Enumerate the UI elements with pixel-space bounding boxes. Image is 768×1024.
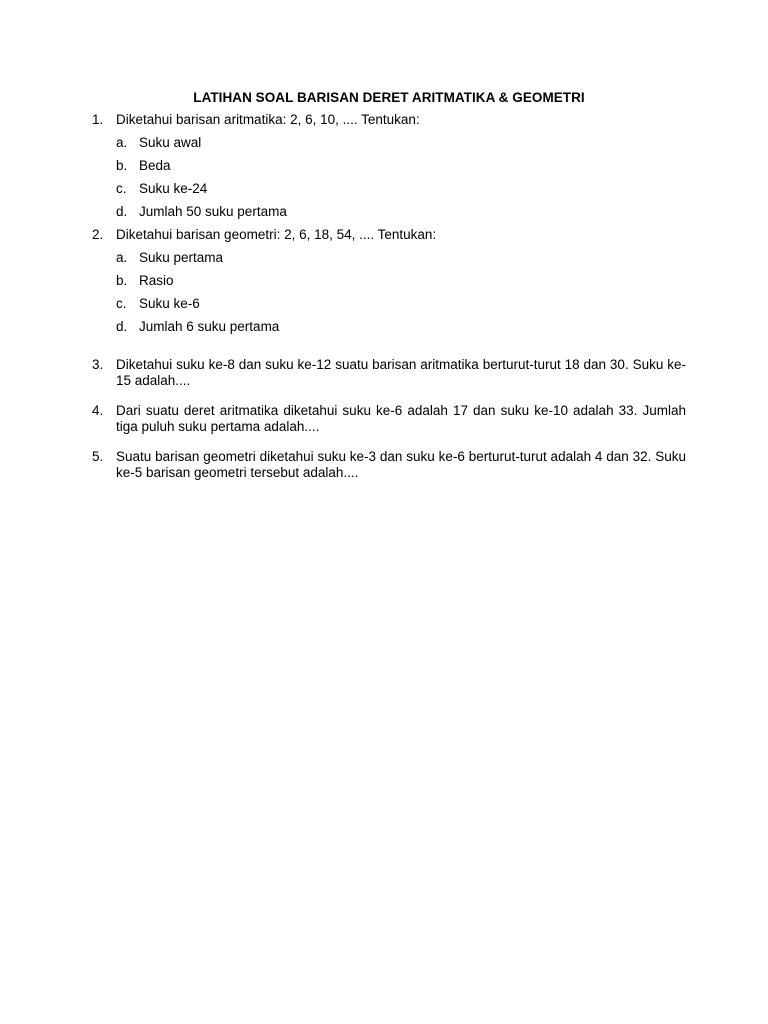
question-2-item-c bbox=[116, 296, 200, 312]
question-4 bbox=[92, 403, 686, 435]
question-text: Diketahui barisan aritmatika: 2, 6, 10, .... Tentukan: bbox=[116, 112, 420, 127]
question-number: 4. bbox=[92, 403, 104, 418]
item-letter: b. bbox=[116, 158, 128, 173]
question-text: Suatu barisan geometri diketahui suku ke-3 dan suku ke-6 berturut-turut adalah 4 dan 32. Suku ke-5 barisan geometri tersebut adalah.... bbox=[116, 449, 686, 480]
question-1-item-d bbox=[116, 204, 287, 220]
item-text: Suku ke-6 bbox=[139, 296, 200, 311]
item-letter: c. bbox=[116, 296, 127, 311]
item-letter: c. bbox=[116, 181, 127, 196]
question-2 bbox=[92, 227, 686, 243]
item-text: Beda bbox=[139, 158, 171, 173]
question-5 bbox=[92, 449, 686, 481]
question-text: Diketahui suku ke-8 dan suku ke-12 suatu barisan aritmatika berturut-turut 18 dan 30. Suku ke-15 adalah.... bbox=[116, 357, 686, 388]
item-letter: d. bbox=[116, 204, 128, 219]
item-letter: a. bbox=[116, 135, 128, 150]
question-1-item-c bbox=[116, 181, 207, 197]
question-number: 1. bbox=[92, 112, 104, 127]
question-1-item-a bbox=[116, 135, 201, 151]
question-2-item-a bbox=[116, 250, 223, 266]
item-text: Rasio bbox=[139, 273, 174, 288]
question-number: 2. bbox=[92, 227, 104, 242]
item-text: Suku awal bbox=[139, 135, 202, 150]
item-letter: d. bbox=[116, 319, 128, 334]
question-number: 5. bbox=[92, 449, 104, 464]
question-2-item-d bbox=[116, 319, 279, 335]
question-text: Dari suatu deret aritmatika diketahui suku ke-6 adalah 17 dan suku ke-10 adalah 33. Jumlah tiga puluh suku pertama adalah.... bbox=[116, 403, 686, 434]
item-text: Jumlah 6 suku pertama bbox=[139, 319, 280, 334]
item-text: Suku pertama bbox=[139, 250, 224, 265]
item-letter: b. bbox=[116, 273, 128, 288]
question-2-item-b bbox=[116, 273, 174, 289]
document-title: LATIHAN SOAL BARISAN DERET ARITMATIKA & GEOMETRI bbox=[193, 90, 585, 105]
item-text: Jumlah 50 suku pertama bbox=[139, 204, 287, 219]
question-number: 3. bbox=[92, 357, 104, 372]
question-text: Diketahui barisan geometri: 2, 6, 18, 54, .... Tentukan: bbox=[116, 227, 437, 242]
question-1-item-b bbox=[116, 158, 171, 174]
question-1 bbox=[92, 112, 686, 128]
item-letter: a. bbox=[116, 250, 128, 265]
item-text: Suku ke-24 bbox=[139, 181, 208, 196]
question-3 bbox=[92, 357, 686, 389]
